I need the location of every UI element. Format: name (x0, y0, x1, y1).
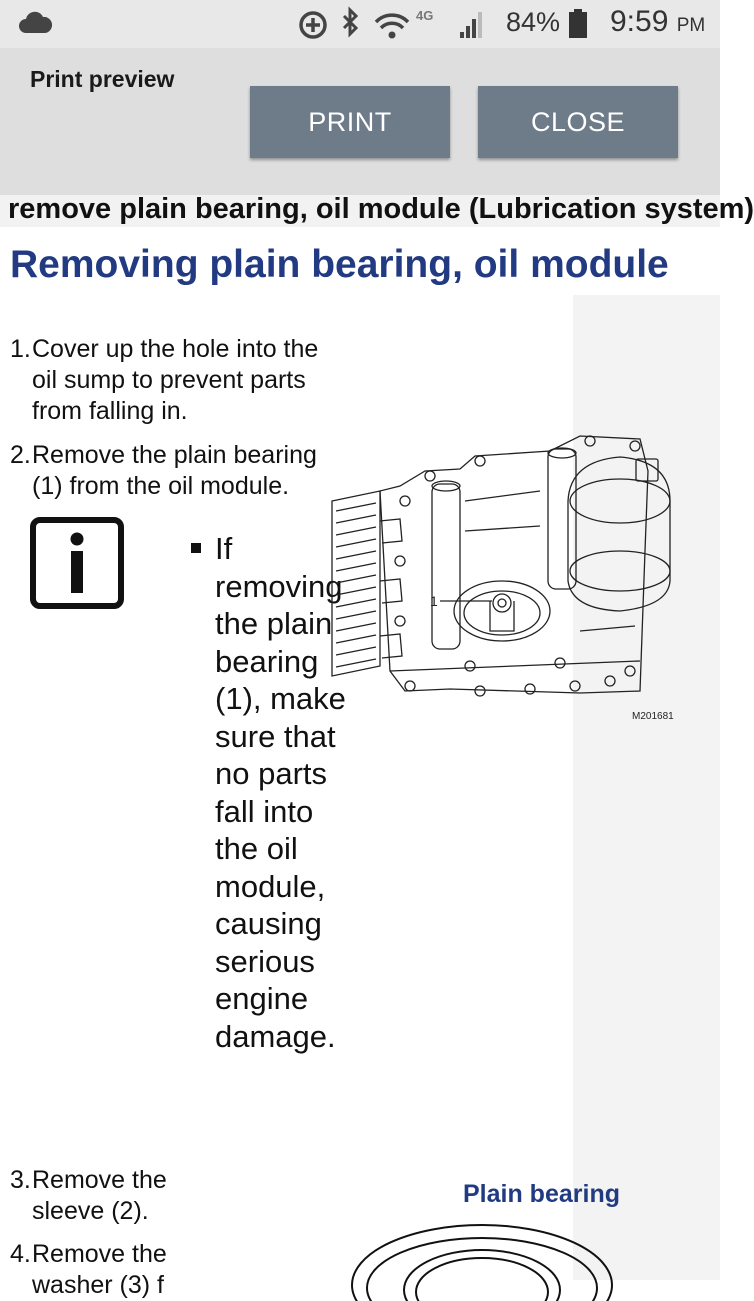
plain-bearing-figure (340, 1210, 630, 1280)
step-number: 1. (10, 335, 31, 363)
signal-icon (460, 12, 482, 38)
cooler-fins (332, 491, 380, 676)
step-number: 4. (10, 1240, 31, 1268)
close-button[interactable]: CLOSE (478, 86, 678, 158)
plain-bearing-title: Plain bearing (463, 1180, 620, 1208)
step-2 (10, 440, 340, 502)
note-text: If removing the plain bearing (1), make sure that no parts fall into the oil module, causing serious engine damage. (215, 531, 346, 1054)
step-number: 2. (10, 441, 31, 469)
document-preview[interactable] (0, 193, 754, 1299)
step-text: Remove the plain bearing (1) from the oil module. (32, 441, 317, 500)
info-note (191, 530, 351, 1055)
step-number: 3. (10, 1166, 31, 1194)
step-text: Remove the sleeve (2). (32, 1166, 167, 1225)
print-button[interactable]: PRINT (250, 86, 450, 158)
step-text: Remove the washer (3) f (32, 1240, 167, 1299)
info-icon (30, 517, 124, 609)
clock (610, 5, 705, 39)
battery-percent: 84% (506, 7, 561, 37)
breadcrumb-text: remove plain bearing, oil module (Lubrication system) (8, 193, 754, 225)
status-icons (296, 6, 496, 42)
bluetooth-icon (344, 10, 356, 34)
wifi-icon (376, 15, 408, 38)
figure-caption: M201681 (632, 711, 674, 722)
cloud-icon (18, 12, 52, 34)
oil-module-figure (330, 431, 675, 731)
print-preview-title: Print preview (30, 66, 175, 92)
step-3 (10, 1165, 340, 1227)
network-type: 4G (416, 8, 434, 23)
print-preview-header (0, 48, 720, 195)
step-4 (10, 1239, 200, 1301)
clock-time: 9:59 (610, 5, 669, 38)
page-title: Removing plain bearing, oil module (10, 243, 669, 286)
data-saver-icon (301, 13, 325, 37)
clock-ampm: PM (676, 15, 706, 36)
step-text: Cover up the hole into the oil sump to prevent parts from falling in. (32, 335, 319, 425)
status-bar (0, 0, 720, 48)
figure-callout-label: 1 (430, 593, 438, 609)
breadcrumb (0, 193, 754, 227)
step-1 (10, 334, 340, 427)
battery-icon (568, 9, 588, 39)
bullet-icon (191, 543, 201, 553)
